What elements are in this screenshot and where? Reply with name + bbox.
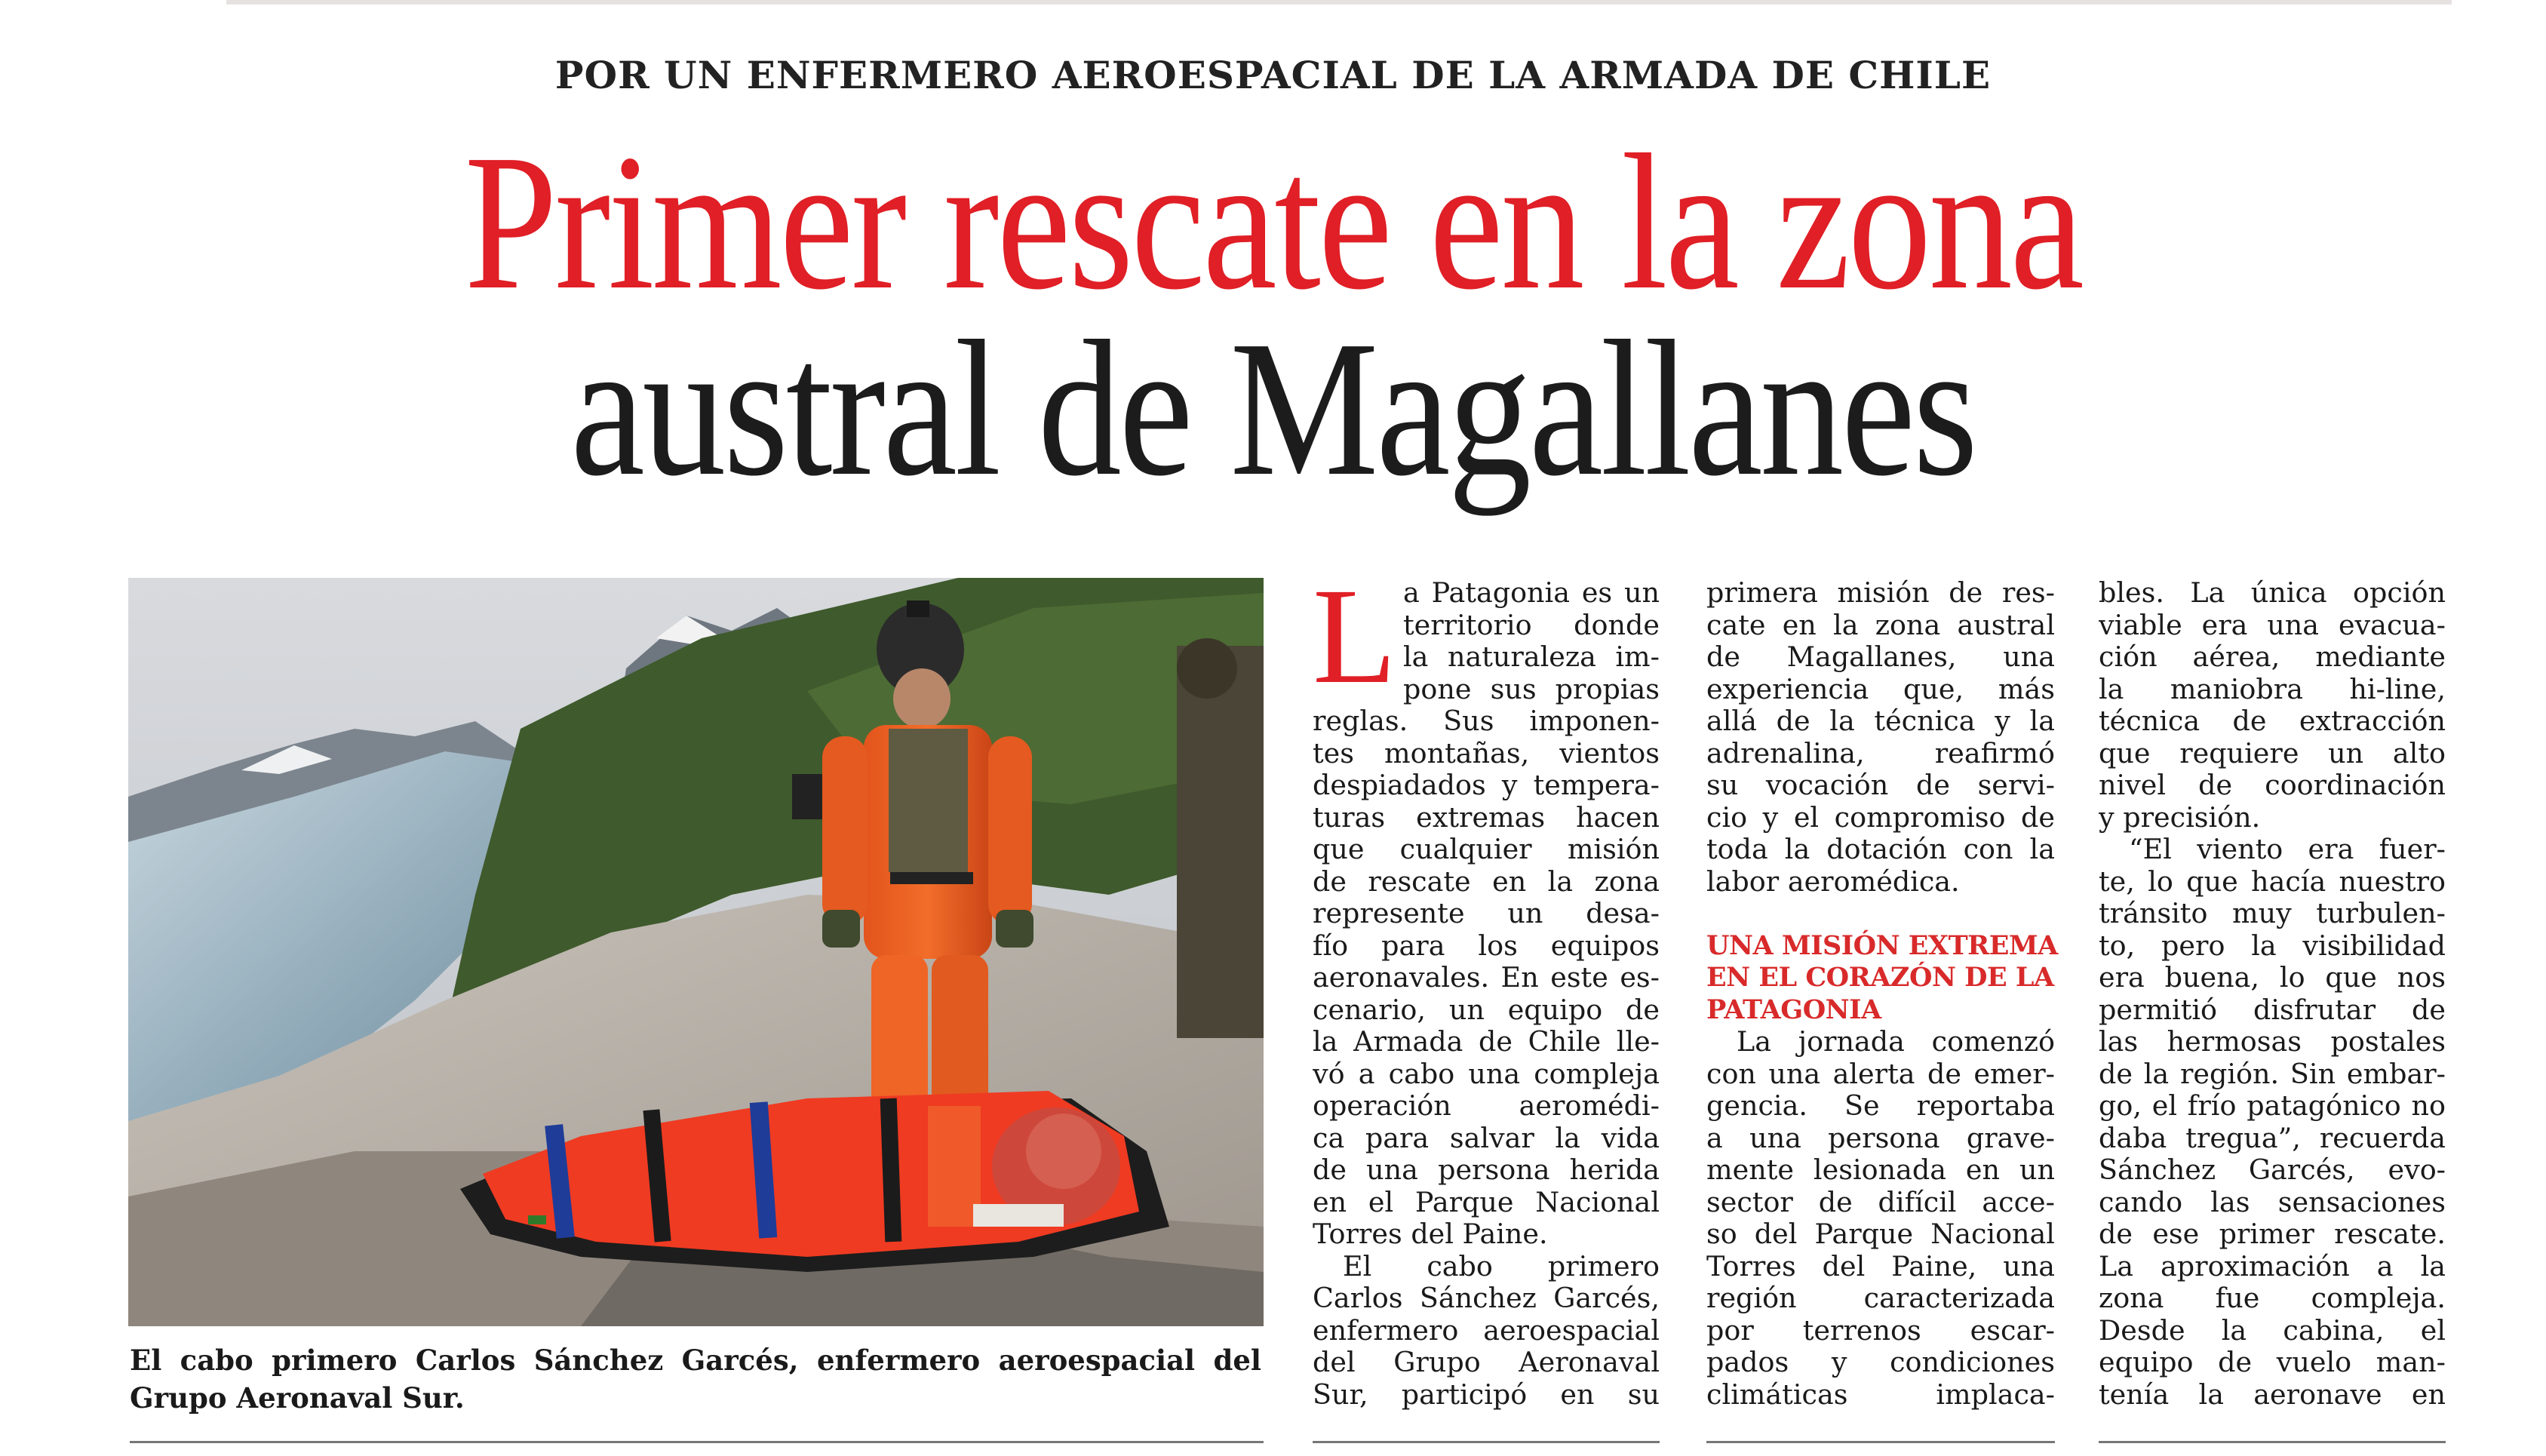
article-line: mente lesionada en un <box>1706 1154 2055 1186</box>
headline-line-1: Primer rescate en la zona <box>464 114 2082 330</box>
column-rule-3 <box>2099 1441 2446 1443</box>
article-line: aeronavales. En este es- <box>1313 962 1660 994</box>
article-line: cate en la zona austral <box>1706 609 2055 641</box>
article-line: primera misión de res- <box>1706 577 2055 609</box>
article-line: a una persona grave- <box>1706 1122 2055 1154</box>
article-line: “El viento era fuer- <box>2129 834 2446 865</box>
article-line: pados y condiciones <box>1706 1347 2055 1378</box>
article-column-2 <box>1706 577 2058 1411</box>
article-line: a Patagonia es un <box>1403 577 1660 609</box>
article-line: nivel de coordinación <box>2099 769 2446 801</box>
section-subhead: PATAGONIA <box>1706 994 1881 1025</box>
article-line: en el Parque Nacional <box>1313 1186 1660 1218</box>
article-line: cenario, un equipo de <box>1313 994 1660 1026</box>
article-line: territorio donde <box>1403 609 1660 641</box>
column-rule-1 <box>1313 1441 1660 1443</box>
article-line: Torres del Paine, una <box>1706 1250 2055 1282</box>
article-line: la Armada de Chile lle- <box>1313 1026 1660 1058</box>
article-line: turas extremas hacen <box>1313 801 1660 834</box>
article-line: de ese primer rescate. <box>2099 1218 2446 1250</box>
kicker: POR UN ENFERMERO AEROESPACIAL DE LA ARMADA DE CHILE <box>554 53 1992 97</box>
article-line: su vocación de servi- <box>1706 769 2055 801</box>
article-line: Carlos Sánchez Garcés, <box>1313 1282 1660 1314</box>
article-line: La jornada comenzó <box>1737 1026 2055 1058</box>
caption-rule <box>130 1441 1264 1443</box>
section-subhead: UNA MISIÓN EXTREMA <box>1706 929 2058 961</box>
article-line: ca para salvar la vida <box>1313 1122 1660 1154</box>
top-rule <box>226 0 2452 5</box>
article-line: con una alerta de emer- <box>1706 1058 2055 1090</box>
article-line: cando las sensaciones <box>2099 1186 2446 1218</box>
article-line: gencia. Se reportaba <box>1706 1090 2055 1122</box>
article-line: toda la dotación con la <box>1706 834 2055 865</box>
column-rule-2 <box>1706 1441 2055 1443</box>
drop-cap: L <box>1313 561 1397 712</box>
article-line: la maniobra hi-line, <box>2099 673 2446 705</box>
article-line: climáticas implaca- <box>1706 1378 2055 1411</box>
article-line: tes montañas, vientos <box>1313 737 1660 769</box>
article-line: labor aeromédica. <box>1706 865 1960 898</box>
article-line: represente un desa- <box>1313 898 1660 929</box>
rescue-photo <box>128 578 1264 1326</box>
article-line: pone sus propias <box>1403 673 1660 705</box>
headline-line-2: austral de Magallanes <box>570 300 1976 516</box>
article-line: vó a cabo una compleja <box>1313 1058 1660 1090</box>
section-spacer <box>1706 898 2055 930</box>
article-line: de rescate en la zona <box>1313 865 1660 898</box>
article-line: permitió disfrutar de <box>2099 994 2446 1026</box>
article-line: reglas. Sus imponen- <box>1313 705 1660 737</box>
article-line: región caracterizada <box>1706 1282 2055 1314</box>
article-line: despiadados y tempera- <box>1313 769 1660 801</box>
article-line: enfermero aeroespacial <box>1313 1314 1660 1347</box>
article-line: del Grupo Aeronaval <box>1313 1347 1660 1378</box>
article-column-1 <box>1313 561 1660 1411</box>
article-line: Sánchez Garcés, evo- <box>2099 1154 2446 1186</box>
section-subhead: EN EL CORAZÓN DE LA <box>1706 962 2054 993</box>
article-line: adrenalina, reafirmó <box>1706 737 2055 769</box>
article-line: de la región. Sin embar- <box>2099 1058 2446 1090</box>
article-line: las hermosas postales <box>2099 1026 2446 1058</box>
photo-caption: El cabo primero Carlos Sánchez Garcés, enfermero aeroespacial del Grupo Aeronaval Sur. <box>130 1344 1261 1415</box>
article-line: to, pero la visibilidad <box>2099 929 2446 962</box>
article-line: zona fue compleja. <box>2099 1282 2446 1314</box>
article-line: tránsito muy turbulen- <box>2099 898 2446 929</box>
article-line: Torres del Paine. <box>1313 1218 1548 1250</box>
article-line: fío para los equipos <box>1313 929 1660 962</box>
article-line: y precisión. <box>2099 801 2261 834</box>
article-line: que cualquier misión <box>1313 834 1660 865</box>
article-line: que requiere un alto <box>2099 737 2446 769</box>
article-line: te, lo que hacía nuestro <box>2099 865 2446 898</box>
article-line: so del Parque Nacional <box>1706 1218 2055 1250</box>
article-line: allá de la técnica y la <box>1706 705 2055 737</box>
article-line: daba tregua”, recuerda <box>2099 1122 2446 1154</box>
article-line: técnica de extracción <box>2099 705 2446 737</box>
article-line: bles. La única opción <box>2099 577 2446 609</box>
article-line: era buena, lo que nos <box>2099 962 2446 994</box>
article-line: por terrenos escar- <box>1706 1314 2055 1347</box>
article-column-3 <box>2099 577 2446 1411</box>
article-line: sector de difícil acce- <box>1706 1186 2055 1218</box>
article-line: El cabo primero <box>1343 1250 1660 1282</box>
article-line: la naturaleza im- <box>1403 641 1660 673</box>
article-line: Desde la cabina, el <box>2099 1314 2446 1347</box>
article-line: viable era una evacua- <box>2099 609 2446 641</box>
article-line: Sur, participó en su <box>1313 1378 1660 1411</box>
article-line: go, el frío patagónico no <box>2099 1090 2446 1122</box>
article-line: experiencia que, más <box>1706 673 2055 705</box>
article-line: tenía la aeronave en <box>2099 1378 2446 1411</box>
article-line: ción aérea, mediante <box>2099 641 2446 673</box>
article-line: operación aeromédi- <box>1313 1090 1660 1122</box>
article-line: La aproximación a la <box>2099 1250 2446 1282</box>
article-line: de una persona herida <box>1313 1154 1660 1186</box>
article-line: cio y el compromiso de <box>1706 801 2055 834</box>
article-line: equipo de vuelo man- <box>2099 1347 2446 1378</box>
article-line: de Magallanes, una <box>1706 641 2055 673</box>
rescue-photo-icon <box>128 578 1264 1326</box>
